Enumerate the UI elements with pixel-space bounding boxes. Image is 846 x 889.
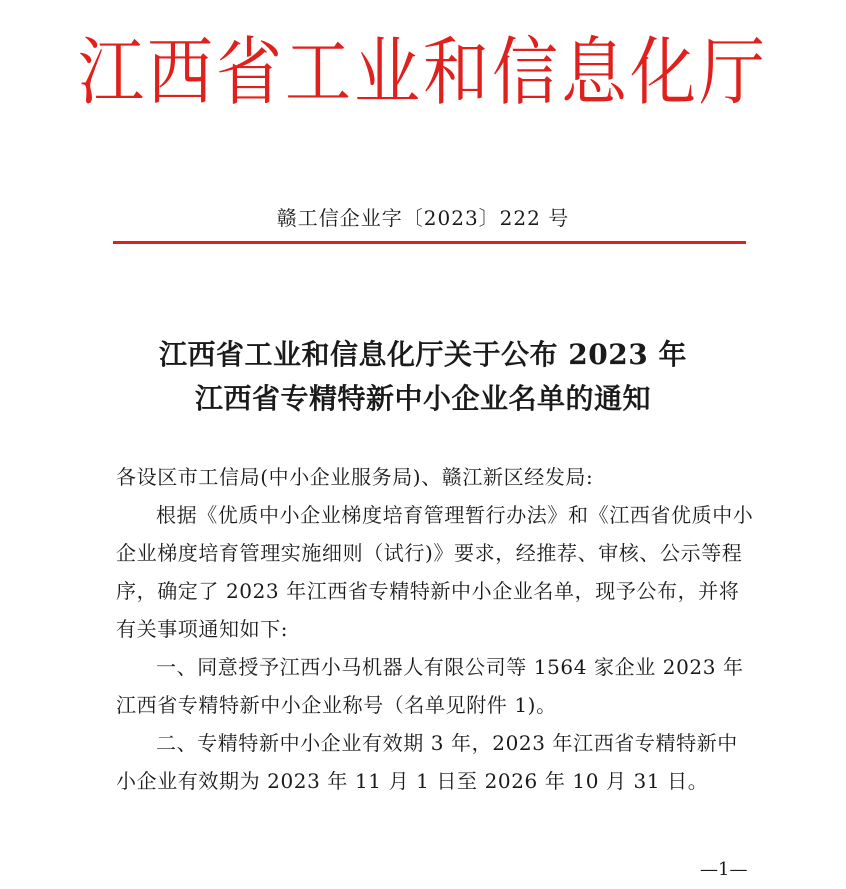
document-title xyxy=(0,333,846,421)
title-line-1: 江西省工业和信息化厅关于公布 2023 年 xyxy=(159,338,687,371)
red-separator-line xyxy=(113,241,746,244)
document-body xyxy=(116,458,756,800)
page-number: —1— xyxy=(700,859,748,880)
salutation: 各设区市工信局(中小企业服务局)、赣江新区经发局: xyxy=(116,465,594,489)
paragraph: 根据《优质中小企业梯度培育管理暂行办法》和《江西省优质中小企业梯度培育管理实施细则（试行)》要求，经推荐、审核、公示等程序，确定了 2023 年江西省专精特新中小企业名单，现予公布，并将有关事项通知如下: xyxy=(116,503,754,641)
paragraph: 二、专精特新中小企业有效期 3 年，2023 年江西省专精特新中小企业有效期为 2023 年 11 月 1 日至 2026 年 10 月 31 日。 xyxy=(116,731,738,793)
paragraph: 一、同意授予江西小马机器人有限公司等 1564 家企业 2023 年江西省专精特新中小企业称号（名单见附件 1)。 xyxy=(116,655,744,717)
document-number: 赣工信企业字〔2023〕222 号 xyxy=(276,206,570,230)
title-line-2: 江西省专精特新中小企业名单的通知 xyxy=(194,382,651,415)
agency-masthead: 江西省工业和信息化厅 xyxy=(78,29,768,116)
